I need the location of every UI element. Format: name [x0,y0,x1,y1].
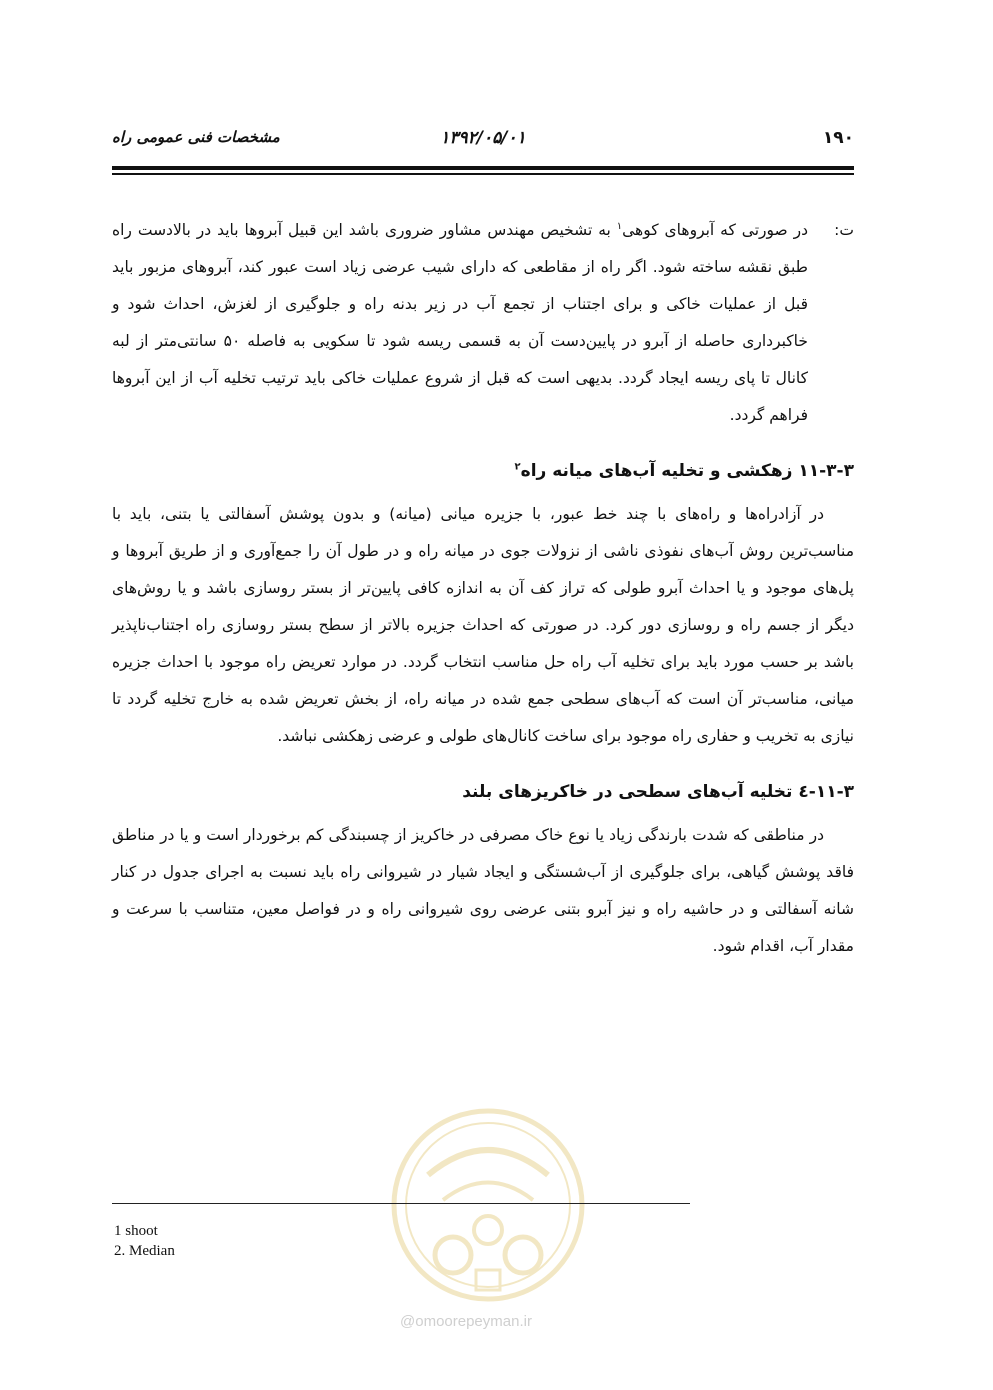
document-title: مشخصات فنی عمومی راه [112,128,280,146]
footnote-ref-2[interactable]: ۲ [514,461,521,473]
page-header [112,128,854,158]
footnotes [114,1221,175,1261]
header-rule-thin [112,173,854,175]
page-body [112,212,854,965]
clause-text-rest: به تشخیص مهندس مشاور ضروری باشد این قبیل آبروها باید در بالادست راه طبق نقشه ساخته شود. اگر راه از مقاطعی که دارای شیب عرضی زیاد است عبور کند، آبروهای مزبور باید قبل از عملیات خاکی و برای اجتناب از تجمع آب در زیر بدنه راه و جلوگیری از لغزش، احداث شود و خاکبرداری حاصله از آبرو در پایین‌دست آن به قسمی ریسه شود تا سکویی به فاصله ۵۰ سانتی‌متر از لبه کانال تا پای ریسه ایجاد گردد. بدیهی است که قبل از شروع عملیات خاکی باید ترتیب تخلیه آب از این آبروها فراهم گردد. [112,221,808,424]
clause-label: ت: [834,221,854,239]
clause-text-start: در صورتی که آبروهای کوهی [622,221,808,239]
watermark-logo [388,1105,588,1313]
header-date: ۱۳۹۲/۰۵/۰۱ [440,128,526,148]
embankment-drainage-paragraph: در مناطقی که شدت بارندگی زیاد یا نوع خاک مصرفی در خاکریز از چسبندگی کم برخوردار است و یا در مناطق فاقد پوشش گیاهی، برای جلوگیری از آب‌شستگی و ایجاد شیار در شیروانی راه باید نسبت به اجرای جدول در کنار شانه آسفالتی و در حاشیه راه و نیز آبرو بتنی عرضی روی شیروانی راه و در فواصل معین، متناسب با سرعت و مقدار آب، اقدام شود. [112,826,854,955]
page-number: ۱۹۰ [822,128,854,148]
clause-t-paragraph [112,212,854,434]
footnote-1: 1 shoot [114,1223,158,1239]
section-heading-median-drainage [112,454,854,488]
footnote-ref-1[interactable]: ۱ [616,220,623,232]
footnote-2: 2. Median [114,1243,175,1259]
section-heading-embankment-drainage: ۱۱-۳-٤ تخلیه آب‌های سطحی در خاکریزهای بلند [462,782,854,802]
watermark-site-text: @omoorepeyman.ir [400,1313,532,1330]
header-rule-thick [112,166,854,170]
heading-text: ۱۱-۳-۳ زهکشی و تخلیه آب‌های میانه راه [520,461,854,481]
median-drainage-paragraph: در آزادراه‌ها و راه‌های با چند خط عبور، با جزیره میانی (میانه) و بدون پوشش آسفالتی یا بتنی، باید با مناسب‌ترین روش آب‌های نفوذی ناشی از نزولات جوی در میانه راه و در طول آن را جمع‌آوری و از طریق آبروها و پل‌های موجود و یا احداث آبرو طولی که تراز کف آن به اندازه کافی پایین‌تر از بستر روسازی باشد و یا روش‌های دیگر از جسم راه و روسازی دور کرد. در صورتی که احداث جزیره بالاتر از سطح بستر روسازی راه اجتناب‌ناپذیر باشد بر حسب مورد باید برای تخلیه آب راه حل مناسب انتخاب گردد. در موارد تعریض راه موجود با احداث جزیره میانی، مناسب‌تر آن است که آب‌های سطحی جمع شده در میانه راه، از بخش تعریض شده به خارج تخلیه گردد تا نیازی به تخریب و حفاری راه موجود برای ساخت کانال‌های طولی و عرضی زهکشی نباشد. [112,505,854,745]
footnote-separator [112,1203,690,1204]
